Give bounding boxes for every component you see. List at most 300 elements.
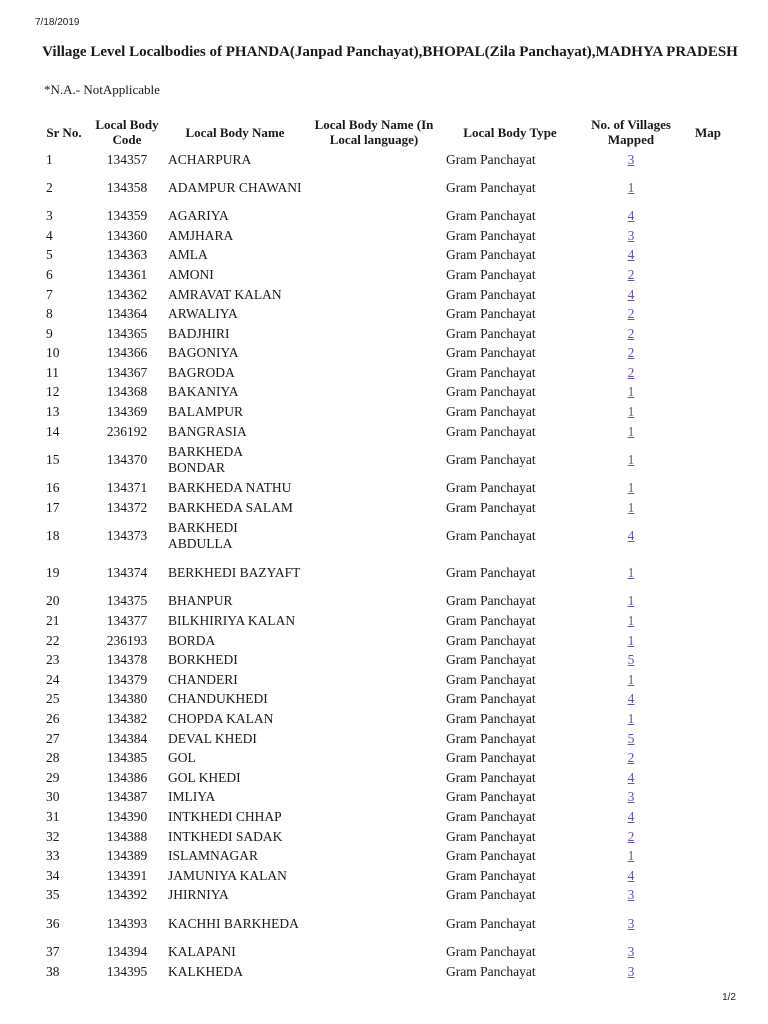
cell-villages-mapped <box>576 866 686 886</box>
villages-mapped-link[interactable]: 1 <box>627 613 635 629</box>
table-row <box>40 651 730 671</box>
cell-villages-mapped <box>576 729 686 749</box>
cell-local-language-name <box>304 788 444 808</box>
cell-local-body-code: 134387 <box>106 789 148 805</box>
villages-mapped-link[interactable]: 2 <box>627 266 635 282</box>
table-row <box>40 555 730 592</box>
villages-mapped-link[interactable]: 5 <box>627 652 635 668</box>
cell-local-body-name: BANGRASIA <box>168 423 247 439</box>
not-applicable-note: *N.A.- NotApplicable <box>44 82 160 97</box>
cell-local-body-code: 134366 <box>106 345 148 361</box>
table-row <box>40 749 730 769</box>
cell-local-body-name: INTKHEDI SADAK <box>168 828 283 844</box>
villages-mapped-link[interactable]: 2 <box>627 325 635 341</box>
cell-local-body-type: Gram Panchayat <box>446 711 536 727</box>
villages-mapped-link[interactable]: 2 <box>627 828 635 844</box>
cell-villages-mapped <box>576 612 686 632</box>
cell-local-body-code: 134374 <box>106 565 148 581</box>
cell-local-language-name <box>304 305 444 325</box>
villages-mapped-link[interactable]: 3 <box>627 943 635 959</box>
cell-local-body-code: 236193 <box>106 632 148 648</box>
cell-sr-no: 30 <box>46 789 60 805</box>
cell-map <box>686 265 730 285</box>
cell-map <box>686 383 730 403</box>
cell-local-body-code: 134364 <box>106 306 148 322</box>
cell-local-body-name: GOL <box>168 750 196 766</box>
cell-local-body-name: ACHARPURA <box>168 151 252 167</box>
cell-map <box>686 651 730 671</box>
cell-local-language-name <box>304 886 444 906</box>
cell-sr-no: 31 <box>46 808 60 824</box>
cell-sr-no: 6 <box>46 266 53 282</box>
cell-local-language-name <box>304 246 444 266</box>
cell-villages-mapped <box>576 305 686 325</box>
cell-map <box>686 749 730 769</box>
table-row <box>40 729 730 749</box>
cell-local-body-name: ARWALIYA <box>168 306 238 322</box>
cell-local-body-name: AGARIYA <box>168 208 229 224</box>
villages-mapped-link[interactable]: 1 <box>627 480 635 496</box>
cell-map <box>686 729 730 749</box>
table-row <box>40 788 730 808</box>
cell-map <box>686 962 730 982</box>
cell-local-body-name: BARKHEDA BONDAR <box>168 443 243 476</box>
table-row <box>40 807 730 827</box>
cell-local-body-type: Gram Panchayat <box>446 887 536 903</box>
cell-local-body-type: Gram Panchayat <box>446 451 536 467</box>
cell-local-body-code: 134379 <box>106 671 148 687</box>
villages-mapped-link[interactable]: 3 <box>627 227 635 243</box>
cell-sr-no: 32 <box>46 828 60 844</box>
cell-local-body-name: BAGRODA <box>168 364 235 380</box>
cell-villages-mapped <box>576 383 686 403</box>
cell-map <box>686 479 730 499</box>
cell-local-language-name <box>304 807 444 827</box>
table-body <box>40 150 730 982</box>
cell-local-body-code: 134360 <box>106 227 148 243</box>
table-row <box>40 942 730 962</box>
cell-local-body-code: 134358 <box>106 179 148 195</box>
cell-map <box>686 498 730 518</box>
cell-local-body-type: Gram Panchayat <box>446 364 536 380</box>
cell-local-body-code: 134359 <box>106 208 148 224</box>
cell-local-body-type: Gram Panchayat <box>446 848 536 864</box>
cell-local-language-name <box>304 344 444 364</box>
table-row <box>40 962 730 982</box>
cell-map <box>686 592 730 612</box>
cell-local-language-name <box>304 942 444 962</box>
column-header-code: Local Body Code <box>95 117 159 147</box>
table-row <box>40 479 730 499</box>
cell-local-language-name <box>304 768 444 788</box>
villages-mapped-link[interactable]: 2 <box>627 750 635 766</box>
cell-local-body-type: Gram Panchayat <box>446 306 536 322</box>
cell-sr-no: 11 <box>46 364 59 380</box>
cell-local-body-type: Gram Panchayat <box>446 345 536 361</box>
cell-local-language-name <box>304 631 444 651</box>
cell-local-body-code: 134371 <box>106 480 148 496</box>
villages-mapped-link[interactable]: 4 <box>627 867 635 883</box>
cell-local-body-name: JAMUNIYA KALAN <box>168 867 287 883</box>
cell-local-body-type: Gram Panchayat <box>446 828 536 844</box>
cell-map <box>686 170 730 207</box>
cell-local-body-code: 134377 <box>106 613 148 629</box>
cell-villages-mapped <box>576 150 686 170</box>
cell-local-body-type: Gram Panchayat <box>446 632 536 648</box>
cell-local-body-type: Gram Panchayat <box>446 528 536 544</box>
villages-mapped-link[interactable]: 1 <box>627 179 635 195</box>
cell-local-language-name <box>304 518 444 555</box>
cell-sr-no: 16 <box>46 480 60 496</box>
cell-map <box>686 690 730 710</box>
cell-local-body-name: AMJHARA <box>168 227 234 243</box>
cell-local-body-name: AMONI <box>168 266 214 282</box>
cell-local-body-code: 134378 <box>106 652 148 668</box>
cell-villages-mapped <box>576 518 686 555</box>
villages-mapped-link[interactable]: 2 <box>627 306 635 322</box>
villages-mapped-link[interactable]: 3 <box>627 789 635 805</box>
villages-mapped-link[interactable]: 1 <box>627 671 635 687</box>
cell-local-body-code: 134362 <box>106 286 148 302</box>
cell-local-body-name: ISLAMNAGAR <box>168 848 259 864</box>
column-header-map: Map <box>695 124 721 140</box>
villages-mapped-link[interactable]: 4 <box>627 286 635 302</box>
cell-map <box>686 942 730 962</box>
cell-local-body-code: 134363 <box>106 247 148 263</box>
villages-mapped-link[interactable]: 1 <box>627 451 635 467</box>
table-row <box>40 518 730 555</box>
cell-local-body-type: Gram Panchayat <box>446 652 536 668</box>
cell-local-body-code: 134375 <box>106 593 148 609</box>
cell-local-body-code: 134382 <box>106 711 148 727</box>
cell-map <box>686 246 730 266</box>
cell-sr-no: 34 <box>46 867 60 883</box>
cell-villages-mapped <box>576 768 686 788</box>
cell-villages-mapped <box>576 403 686 423</box>
cell-local-body-type: Gram Panchayat <box>446 789 536 805</box>
cell-sr-no: 24 <box>46 671 60 687</box>
cell-local-body-code: 134391 <box>106 867 148 883</box>
villages-mapped-link[interactable]: 3 <box>627 963 635 979</box>
cell-map <box>686 324 730 344</box>
cell-sr-no: 28 <box>46 750 60 766</box>
table-row <box>40 690 730 710</box>
cell-villages-mapped <box>576 344 686 364</box>
cell-villages-mapped <box>576 827 686 847</box>
table-row <box>40 768 730 788</box>
cell-sr-no: 15 <box>46 451 60 467</box>
cell-local-body-code: 134390 <box>106 808 148 824</box>
table-row <box>40 631 730 651</box>
cell-local-language-name <box>304 207 444 227</box>
table-row <box>40 403 730 423</box>
cell-villages-mapped <box>576 749 686 769</box>
villages-mapped-link[interactable]: 4 <box>627 247 635 263</box>
cell-local-body-name: KACHHI BARKHEDA <box>168 915 299 931</box>
table-row <box>40 498 730 518</box>
cell-local-body-name: BALAMPUR <box>168 404 244 420</box>
cell-local-body-type: Gram Panchayat <box>446 404 536 420</box>
villages-mapped-link[interactable]: 4 <box>627 208 635 224</box>
cell-sr-no: 14 <box>46 423 60 439</box>
villages-mapped-link[interactable]: 1 <box>627 423 635 439</box>
cell-local-language-name <box>304 150 444 170</box>
cell-local-body-name: BARKHEDA NATHU <box>168 480 292 496</box>
cell-local-body-code: 134388 <box>106 828 148 844</box>
cell-local-body-code: 134394 <box>106 943 148 959</box>
cell-local-body-type: Gram Panchayat <box>446 499 536 515</box>
cell-map <box>686 670 730 690</box>
cell-villages-mapped <box>576 886 686 906</box>
villages-mapped-link[interactable]: 5 <box>627 730 635 746</box>
cell-local-body-code: 236192 <box>106 423 148 439</box>
cell-local-body-name: AMLA <box>168 247 208 263</box>
cell-villages-mapped <box>576 170 686 207</box>
cell-local-body-type: Gram Panchayat <box>446 286 536 302</box>
cell-villages-mapped <box>576 788 686 808</box>
table-row <box>40 324 730 344</box>
cell-villages-mapped <box>576 631 686 651</box>
cell-sr-no: 19 <box>46 565 60 581</box>
villages-mapped-link[interactable]: 3 <box>627 915 635 931</box>
cell-local-language-name <box>304 265 444 285</box>
cell-villages-mapped <box>576 324 686 344</box>
cell-local-language-name <box>304 363 444 383</box>
cell-local-language-name <box>304 729 444 749</box>
cell-villages-mapped <box>576 442 686 479</box>
villages-mapped-link[interactable]: 2 <box>627 345 635 361</box>
cell-local-body-type: Gram Panchayat <box>446 384 536 400</box>
villages-mapped-link[interactable]: 1 <box>627 848 635 864</box>
cell-villages-mapped <box>576 962 686 982</box>
cell-local-body-name: IMLIYA <box>168 789 216 805</box>
cell-villages-mapped <box>576 207 686 227</box>
cell-villages-mapped <box>576 847 686 867</box>
cell-local-language-name <box>304 403 444 423</box>
cell-local-body-type: Gram Panchayat <box>446 769 536 785</box>
cell-local-language-name <box>304 442 444 479</box>
cell-map <box>686 788 730 808</box>
column-header-villages-mapped: No. of Villages Mapped <box>591 117 671 147</box>
table-row <box>40 344 730 364</box>
cell-local-body-type: Gram Panchayat <box>446 808 536 824</box>
cell-map <box>686 886 730 906</box>
table-row <box>40 847 730 867</box>
table-row <box>40 442 730 479</box>
cell-sr-no: 5 <box>46 247 53 263</box>
column-header-name: Local Body Name <box>185 124 285 140</box>
cell-local-body-type: Gram Panchayat <box>446 691 536 707</box>
cell-sr-no: 3 <box>46 208 53 224</box>
cell-sr-no: 13 <box>46 404 60 420</box>
cell-villages-mapped <box>576 363 686 383</box>
cell-local-body-type: Gram Panchayat <box>446 915 536 931</box>
cell-map <box>686 285 730 305</box>
cell-sr-no: 27 <box>46 730 60 746</box>
cell-local-language-name <box>304 690 444 710</box>
cell-local-language-name <box>304 498 444 518</box>
cell-villages-mapped <box>576 670 686 690</box>
villages-mapped-link[interactable]: 1 <box>627 711 635 727</box>
cell-map <box>686 226 730 246</box>
villages-mapped-link[interactable]: 1 <box>627 593 635 609</box>
table-row <box>40 383 730 403</box>
cell-map <box>686 768 730 788</box>
cell-sr-no: 36 <box>46 915 60 931</box>
cell-map <box>686 422 730 442</box>
cell-sr-no: 29 <box>46 769 60 785</box>
table-row <box>40 265 730 285</box>
cell-villages-mapped <box>576 592 686 612</box>
cell-sr-no: 4 <box>46 227 53 243</box>
table-row <box>40 422 730 442</box>
cell-villages-mapped <box>576 285 686 305</box>
cell-villages-mapped <box>576 942 686 962</box>
cell-local-body-type: Gram Panchayat <box>446 423 536 439</box>
cell-map <box>686 305 730 325</box>
cell-local-body-code: 134384 <box>106 730 148 746</box>
table-row <box>40 305 730 325</box>
cell-local-body-type: Gram Panchayat <box>446 593 536 609</box>
cell-local-body-name: BHANPUR <box>168 593 233 609</box>
cell-map <box>686 709 730 729</box>
villages-mapped-link[interactable]: 4 <box>627 528 635 544</box>
table-row <box>40 592 730 612</box>
cell-villages-mapped <box>576 246 686 266</box>
table-row <box>40 905 730 942</box>
cell-map <box>686 150 730 170</box>
cell-local-body-name: CHANDUKHEDI <box>168 691 268 707</box>
cell-map <box>686 612 730 632</box>
cell-local-language-name <box>304 670 444 690</box>
column-header-sr-no: Sr No. <box>46 124 82 140</box>
table-row <box>40 709 730 729</box>
cell-sr-no: 38 <box>46 963 60 979</box>
villages-mapped-link[interactable]: 4 <box>627 808 635 824</box>
table-row <box>40 363 730 383</box>
table-row <box>40 886 730 906</box>
cell-map <box>686 555 730 592</box>
cell-villages-mapped <box>576 905 686 942</box>
villages-mapped-link[interactable]: 4 <box>627 769 635 785</box>
villages-mapped-link[interactable]: 2 <box>627 364 635 380</box>
villages-mapped-link[interactable]: 3 <box>627 887 635 903</box>
cell-local-body-code: 134395 <box>106 963 148 979</box>
cell-local-body-type: Gram Panchayat <box>446 208 536 224</box>
cell-local-body-name: BAKANIYA <box>168 384 239 400</box>
cell-local-body-name: AMRAVAT KALAN <box>168 286 282 302</box>
cell-local-language-name <box>304 866 444 886</box>
cell-local-language-name <box>304 226 444 246</box>
page-number: 1/2 <box>722 992 736 1003</box>
cell-sr-no: 25 <box>46 691 60 707</box>
cell-villages-mapped <box>576 651 686 671</box>
villages-mapped-link[interactable]: 1 <box>627 499 635 515</box>
table-row <box>40 170 730 207</box>
cell-local-body-type: Gram Panchayat <box>446 325 536 341</box>
cell-map <box>686 363 730 383</box>
villages-mapped-link[interactable]: 1 <box>627 384 635 400</box>
cell-sr-no: 20 <box>46 593 60 609</box>
cell-local-language-name <box>304 324 444 344</box>
cell-local-language-name <box>304 962 444 982</box>
cell-sr-no: 1 <box>46 151 53 167</box>
cell-local-body-type: Gram Panchayat <box>446 247 536 263</box>
cell-sr-no: 2 <box>46 179 53 195</box>
cell-sr-no: 10 <box>46 345 60 361</box>
villages-mapped-link[interactable]: 3 <box>627 151 635 167</box>
table-row <box>40 226 730 246</box>
cell-map <box>686 631 730 651</box>
cell-sr-no: 17 <box>46 499 60 515</box>
cell-local-body-type: Gram Panchayat <box>446 480 536 496</box>
table-header-row <box>40 114 730 150</box>
cell-local-body-name: BADJHIRI <box>168 325 230 341</box>
cell-local-body-name: INTKHEDI CHHAP <box>168 808 282 824</box>
cell-local-language-name <box>304 651 444 671</box>
cell-local-body-code: 134380 <box>106 691 148 707</box>
cell-local-body-name: KALAPANI <box>168 943 236 959</box>
cell-local-body-code: 134372 <box>106 499 148 515</box>
cell-local-body-code: 134361 <box>106 266 148 282</box>
cell-local-body-type: Gram Panchayat <box>446 179 536 195</box>
column-header-local-name: Local Body Name (In Local language) <box>314 117 434 147</box>
cell-sr-no: 21 <box>46 613 60 629</box>
table-row <box>40 207 730 227</box>
cell-local-body-code: 134367 <box>106 364 148 380</box>
cell-villages-mapped <box>576 479 686 499</box>
villages-mapped-link[interactable]: 1 <box>627 565 635 581</box>
cell-local-language-name <box>304 709 444 729</box>
cell-sr-no: 22 <box>46 632 60 648</box>
cell-local-body-name: GOL KHEDI <box>168 769 241 785</box>
cell-local-body-type: Gram Panchayat <box>446 750 536 766</box>
cell-local-body-type: Gram Panchayat <box>446 613 536 629</box>
cell-villages-mapped <box>576 807 686 827</box>
cell-sr-no: 33 <box>46 848 60 864</box>
table-row <box>40 866 730 886</box>
cell-map <box>686 403 730 423</box>
villages-mapped-link[interactable]: 1 <box>627 632 635 648</box>
cell-local-body-type: Gram Panchayat <box>446 867 536 883</box>
cell-local-body-type: Gram Panchayat <box>446 565 536 581</box>
cell-local-body-name: BILKHIRIYA KALAN <box>168 613 296 629</box>
cell-sr-no: 18 <box>46 528 60 544</box>
cell-sr-no: 37 <box>46 943 60 959</box>
cell-local-body-type: Gram Panchayat <box>446 943 536 959</box>
cell-local-language-name <box>304 847 444 867</box>
cell-local-body-type: Gram Panchayat <box>446 227 536 243</box>
print-date: 7/18/2019 <box>35 17 80 28</box>
cell-sr-no: 8 <box>46 306 53 322</box>
cell-local-body-code: 134385 <box>106 750 148 766</box>
cell-local-language-name <box>304 285 444 305</box>
table-row <box>40 285 730 305</box>
cell-villages-mapped <box>576 422 686 442</box>
cell-local-body-type: Gram Panchayat <box>446 151 536 167</box>
villages-mapped-link[interactable]: 1 <box>627 404 635 420</box>
cell-local-language-name <box>304 383 444 403</box>
cell-local-body-name: JHIRNIYA <box>168 887 229 903</box>
villages-mapped-link[interactable]: 4 <box>627 691 635 707</box>
cell-map <box>686 344 730 364</box>
cell-local-body-type: Gram Panchayat <box>446 266 536 282</box>
localbodies-table <box>40 114 730 982</box>
cell-sr-no: 9 <box>46 325 53 341</box>
cell-local-body-code: 134392 <box>106 887 148 903</box>
cell-villages-mapped <box>576 709 686 729</box>
cell-map <box>686 518 730 555</box>
